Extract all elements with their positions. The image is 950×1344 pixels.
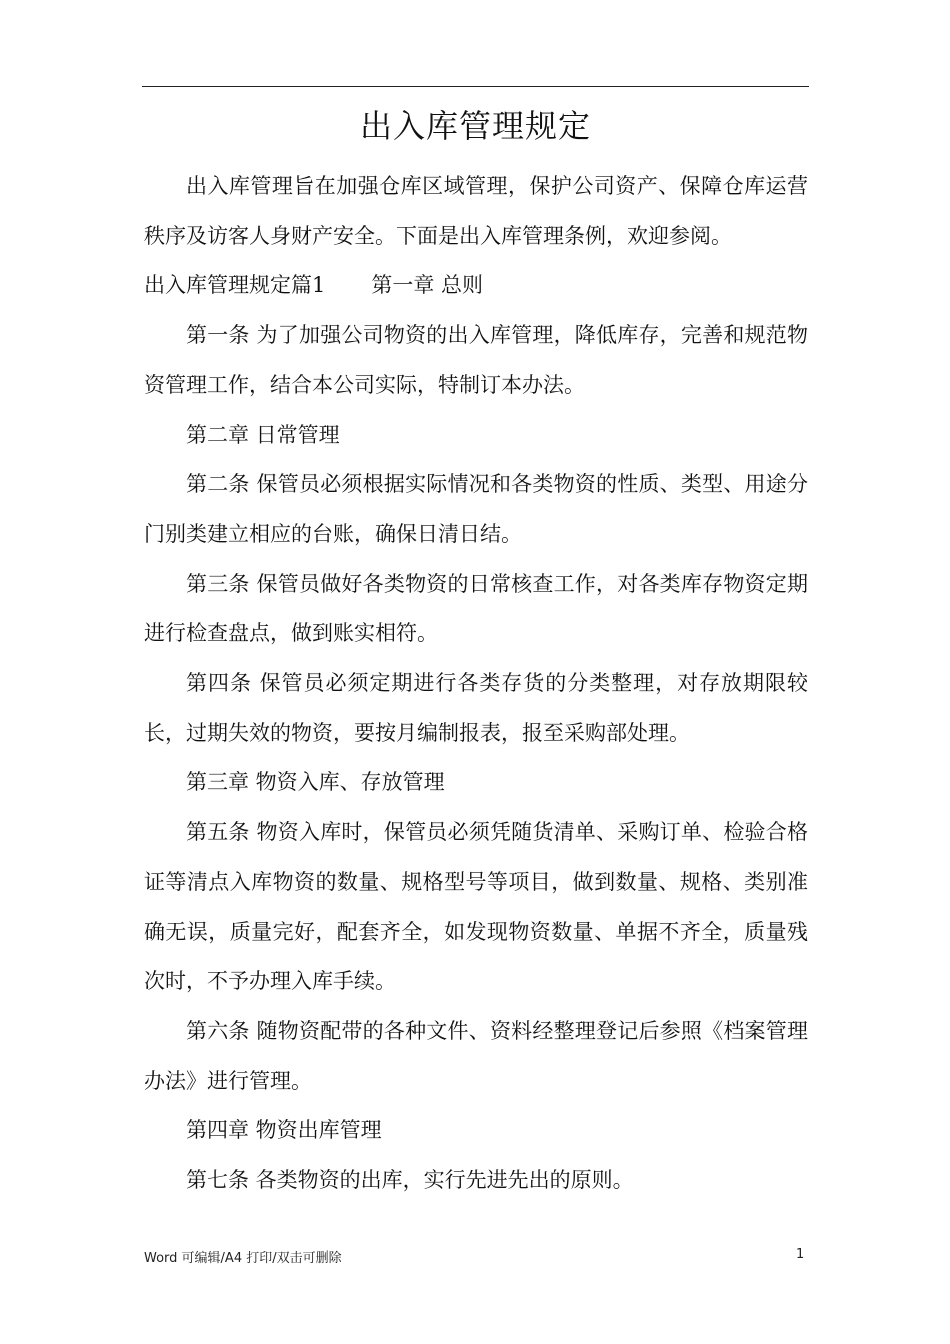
document-body xyxy=(144,162,808,1206)
document-title: 出入库管理规定 xyxy=(359,107,591,145)
section-heading-line xyxy=(144,261,808,311)
section-label: 出入库管理规定篇1 xyxy=(144,273,326,298)
intro-paragraph: 出入库管理旨在加强仓库区域管理，保护公司资产、保障仓库运营秩序及访客人身财产安全。下面是出入库管理条例，欢迎参阅。 xyxy=(144,174,808,248)
page-number: 1 xyxy=(796,1247,805,1262)
article-paragraph: 第五条 物资入库时，保管员必须凭随货清单、采购订单、检验合格证等清点入库物资的数量、规格型号等项目，做到数量、规格、类别准确无误，质量完好，配套齐全，如发现物资数量、单据不齐全，质量残次时，不予办理入库手续。 xyxy=(144,820,808,994)
footer-note: Word 可编辑/A4 打印/双击可删除 xyxy=(144,1251,342,1266)
article-paragraph: 第一条 为了加强公司物资的出入库管理，降低库存，完善和规范物资管理工作，结合本公司实际，特制订本办法。 xyxy=(144,323,808,397)
chapter-heading: 第三章 物资入库、存放管理 xyxy=(186,770,445,795)
chapter-heading: 第一章 总则 xyxy=(371,273,484,298)
article-paragraph: 第三条 保管员做好各类物资的日常核查工作，对各类库存物资定期进行检查盘点，做到账实相符。 xyxy=(144,571,808,646)
chapter-heading: 第二章 日常管理 xyxy=(186,422,340,447)
article-paragraph: 第六条 随物资配带的各种文件、资料经整理登记后参照《档案管理办法》进行管理。 xyxy=(144,1018,808,1093)
article-paragraph: 第二条 保管员必须根据实际情况和各类物资的性质、类型、用途分门别类建立相应的台账，确保日清日结。 xyxy=(144,472,808,546)
article-paragraph: 第四条 保管员必须定期进行各类存货的分类整理，对存放期限较长，过期失效的物资，要按月编制报表，报至采购部处理。 xyxy=(144,671,808,745)
chapter-heading: 第四章 物资出库管理 xyxy=(186,1118,382,1143)
article-paragraph: 第七条 各类物资的出库，实行先进先出的原则。 xyxy=(186,1168,634,1193)
header-rule xyxy=(142,86,809,87)
